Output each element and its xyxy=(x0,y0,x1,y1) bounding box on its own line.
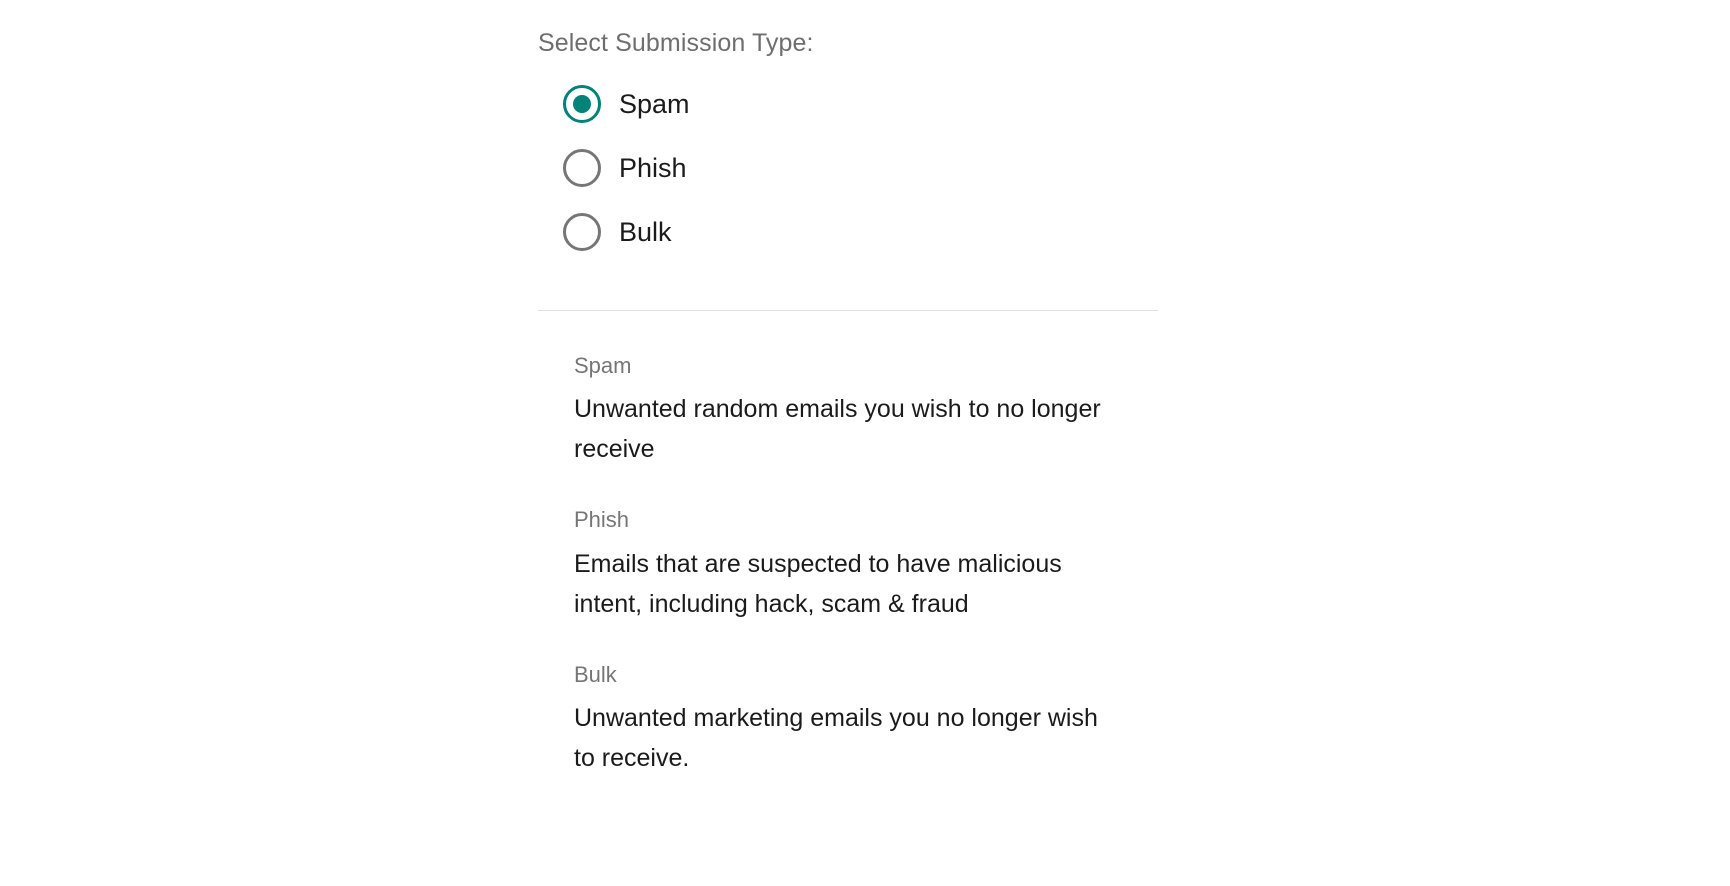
radio-dot-icon xyxy=(573,159,591,177)
description-item xyxy=(574,353,1114,469)
radio-option-spam[interactable] xyxy=(563,72,1198,136)
description-term-spam: Spam xyxy=(574,353,632,378)
radio-label-spam: Spam xyxy=(619,88,690,119)
description-item xyxy=(574,662,1114,778)
radio-unselected-icon[interactable] xyxy=(563,149,601,187)
radio-option-bulk[interactable] xyxy=(563,200,1198,264)
section-divider xyxy=(538,310,1158,311)
submission-type-radio-group[interactable] xyxy=(563,72,1198,264)
submission-type-form xyxy=(538,0,1198,816)
description-text-bulk: Unwanted marketing emails you no longer wish to receive. xyxy=(574,704,1098,773)
radio-dot-icon xyxy=(573,95,591,113)
description-item xyxy=(574,507,1114,623)
radio-unselected-icon[interactable] xyxy=(563,213,601,251)
radio-label-phish: Phish xyxy=(619,152,687,183)
submission-type-descriptions xyxy=(574,353,1114,778)
radio-option-phish[interactable] xyxy=(563,136,1198,200)
radio-dot-icon xyxy=(573,223,591,241)
description-text-spam: Unwanted random emails you wish to no longer receive xyxy=(574,395,1101,464)
description-text-phish: Emails that are suspected to have malicious intent, including hack, scam & fraud xyxy=(574,549,1062,618)
section-label: Select Submission Type: xyxy=(538,29,814,57)
radio-label-bulk: Bulk xyxy=(619,216,672,247)
description-term-bulk: Bulk xyxy=(574,661,617,687)
radio-selected-icon[interactable] xyxy=(563,85,601,123)
description-term-phish: Phish xyxy=(574,507,630,533)
